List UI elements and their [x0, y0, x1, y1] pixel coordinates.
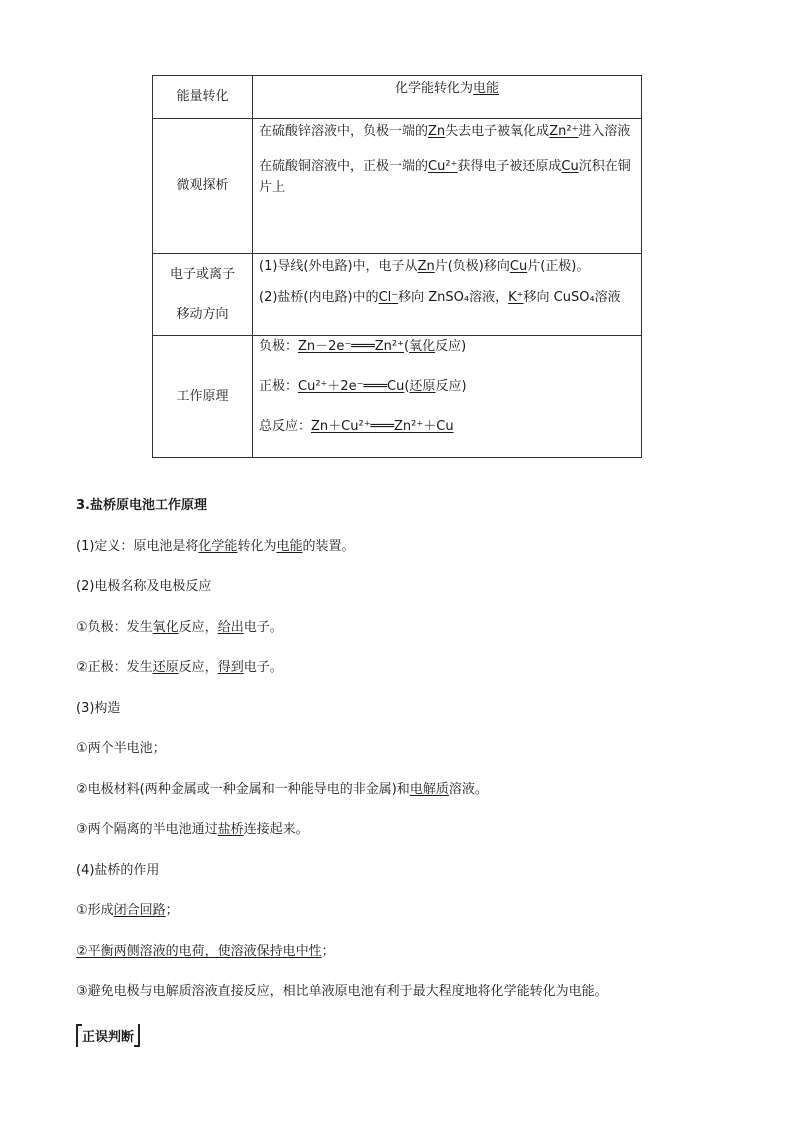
- line-item: ①两个半电池；: [76, 741, 166, 756]
- row-label: 能量转化: [153, 76, 253, 119]
- line-item: ③两个隔离的半电池通过盐桥连接起来。: [76, 822, 309, 837]
- line-item: ③避免电极与电解质溶液直接反应，相比单液原电池有利于最大程度地将化学能转化为电能。: [76, 984, 608, 999]
- row-label: 工作原理: [153, 336, 253, 458]
- judge-label: [76, 1024, 138, 1047]
- line-positive: ②正极：发生还原反应，得到电子。: [76, 660, 283, 675]
- row-content: [253, 336, 642, 458]
- row-label: [153, 254, 253, 336]
- line-negative: ①负极：发生氧化反应，给出电子。: [76, 619, 283, 635]
- line-definition: (1)定义：原电池是将化学能转化为电能的装置。: [76, 538, 355, 554]
- info-table: [152, 75, 642, 458]
- section-heading: 3.盐桥原电池工作原理: [76, 498, 207, 513]
- paragraph: (1)导线(外电路)中，电子从Zn片(负极)移向Cu片(正极)。: [259, 259, 590, 274]
- paragraph: 在硫酸锌溶液中，负极一端的Zn失去电子被氧化成Zn²⁺进入溶液: [259, 124, 631, 139]
- text: 化学能转化为: [394, 81, 473, 96]
- table-row: [153, 336, 642, 458]
- paragraph: 总反应：Zn＋Cu²⁺═══Zn²⁺＋Cu: [259, 419, 454, 434]
- label-line: 移动方向: [176, 306, 229, 322]
- line-item: ①形成闭合回路；: [76, 903, 179, 918]
- paragraph: (2)盐桥(内电路)中的Cl⁻移向 ZnSO₄溶液，K⁺移向 CuSO₄溶液: [259, 290, 621, 305]
- underlined-text: 电能: [473, 81, 500, 96]
- table-row: [153, 119, 642, 254]
- judge-text: 正误判断: [82, 1030, 135, 1045]
- line-subheading: (4)盐桥的作用: [76, 862, 160, 878]
- line-item: ②电极材料(两种金属或一种金属和一种能导电的非金属)和电解质溶液。: [76, 781, 488, 797]
- row-content: [253, 119, 642, 254]
- label-line: 电子或离子: [169, 266, 235, 282]
- row-content: [253, 76, 642, 119]
- row-content: [253, 254, 642, 336]
- row-label: 微观探析: [153, 119, 253, 254]
- line-item: ②平衡两侧溶液的电荷，使溶液保持电中性；: [76, 943, 335, 959]
- paragraph: 正极：Cu²⁺＋2e⁻═══Cu(还原反应): [259, 379, 467, 394]
- line-subheading: (2)电极名称及电极反应: [76, 579, 212, 594]
- table-row: [153, 76, 642, 119]
- section-body: [76, 493, 736, 1020]
- table-row: [153, 254, 642, 336]
- line-subheading: (3)构造: [76, 700, 121, 716]
- paragraph: 负极：Zn－2e⁻═══Zn²⁺(氧化反应): [259, 339, 467, 354]
- paragraph: 在硫酸铜溶液中，正极一端的Cu²⁺获得电子被还原成Cu沉积在铜片上: [259, 159, 631, 195]
